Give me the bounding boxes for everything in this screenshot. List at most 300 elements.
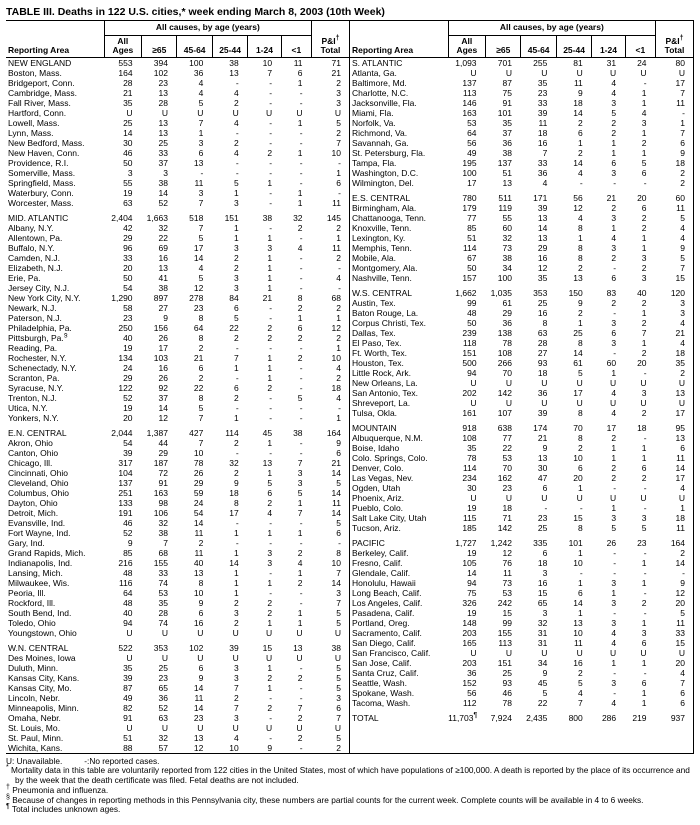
value-cell: -: [643, 667, 647, 678]
value-cell: 6: [641, 202, 647, 213]
value-cell: 1: [297, 197, 303, 208]
value-cell: 174: [533, 422, 548, 433]
value-cell: 61: [573, 357, 583, 368]
reporting-area-cell: Memphis, Tenn.: [352, 242, 412, 253]
value-cell: -: [299, 682, 303, 693]
value-cell: 36: [537, 387, 548, 398]
value-cell: 8: [578, 522, 583, 533]
value-cell: 4: [198, 262, 204, 273]
value-cell: -: [235, 127, 239, 138]
value-cell: 3: [611, 512, 617, 523]
reporting-area-cell: Portland, Oreg.: [352, 617, 410, 628]
value-cell: 1: [641, 307, 647, 318]
value-cell: 46: [123, 147, 133, 158]
value-cell: 29: [158, 447, 168, 458]
city-row: [350, 118, 693, 128]
reporting-area-cell: San Antonio, Tex.: [352, 387, 419, 398]
value-cell: -: [269, 692, 273, 703]
value-cell: U: [296, 107, 303, 118]
value-cell: 91: [158, 477, 168, 488]
value-cell: 3: [611, 617, 617, 628]
value-cell: 50: [123, 272, 133, 283]
value-cell: -: [299, 537, 303, 548]
value-cell: 2: [267, 497, 273, 508]
value-cell: 6: [198, 362, 204, 373]
value-cell: 13: [502, 177, 512, 188]
city-row: [6, 608, 349, 618]
value-cell: 171: [533, 192, 548, 203]
value-cell: 8: [578, 252, 583, 263]
value-cell: 3: [641, 117, 647, 128]
value-cell: 32: [229, 457, 239, 468]
value-cell: 9: [163, 312, 168, 323]
value-cell: 1: [611, 442, 617, 453]
value-cell: 142: [497, 387, 512, 398]
value-cell: U: [266, 627, 273, 638]
value-cell: 8: [578, 242, 583, 253]
value-cell: 70: [573, 422, 583, 433]
reporting-area-cell: New Bedford, Mass.: [8, 137, 85, 148]
value-cell: 115: [462, 512, 477, 523]
value-cell: 30: [467, 482, 477, 493]
value-cell: 15: [675, 272, 685, 283]
value-cell: 14: [675, 462, 685, 473]
value-cell: 3: [542, 567, 548, 578]
value-cell: 2: [234, 262, 239, 273]
value-cell: 1,387: [146, 427, 168, 438]
value-cell: 394: [153, 57, 168, 68]
city-row: [350, 328, 693, 338]
value-cell: 22: [537, 697, 548, 708]
reporting-area-cell: Salt Lake City, Utah: [352, 512, 427, 523]
region-total-row: [350, 418, 693, 433]
value-cell: 18: [573, 97, 583, 108]
value-cell: 13: [262, 457, 273, 468]
value-cell: 10: [331, 147, 341, 158]
value-cell: 103: [153, 352, 168, 363]
reporting-area-cell: Chattanooga, Tenn.: [352, 212, 427, 223]
value-cell: 1: [578, 137, 583, 148]
reporting-area-cell: Detroit, Mich.: [8, 507, 59, 518]
value-cell: 26: [193, 467, 204, 478]
value-cell: 1: [267, 467, 273, 478]
value-cell: 1: [234, 187, 239, 198]
value-cell: 16: [193, 617, 204, 628]
reporting-area-cell: Elizabeth, N.J.: [8, 262, 63, 273]
value-cell: 4: [611, 627, 617, 638]
value-cell: 164: [670, 537, 685, 548]
city-row: [350, 608, 693, 618]
value-cell: 49: [123, 692, 133, 703]
value-cell: 9: [198, 597, 204, 608]
value-cell: 918: [462, 422, 477, 433]
city-row: [6, 673, 349, 683]
value-cell: 4: [680, 337, 685, 348]
value-cell: 2: [234, 467, 239, 478]
reporting-area-cell: Evansville, Ind.: [8, 517, 66, 528]
value-cell: -: [682, 567, 685, 578]
city-row: [6, 458, 349, 468]
value-cell: 12: [158, 412, 168, 423]
value-cell: -: [299, 402, 303, 413]
value-cell: 2: [578, 667, 583, 678]
value-cell: 1: [267, 437, 273, 448]
value-cell: 63: [123, 197, 133, 208]
value-cell: 17: [606, 422, 617, 433]
reporting-area-cell: Colo. Springs, Colo.: [352, 452, 428, 463]
city-row: [6, 693, 349, 703]
city-row: [350, 378, 693, 388]
value-cell: 11: [194, 692, 204, 703]
reporting-area-cell: Fresno, Calif.: [352, 557, 403, 568]
value-cell: 4: [680, 222, 685, 233]
value-cell: -: [338, 402, 341, 413]
value-cell: 34: [537, 657, 548, 668]
value-cell: 5: [336, 662, 341, 673]
value-cell: 3: [297, 477, 303, 488]
value-cell: 6: [680, 137, 685, 148]
value-cell: U: [505, 492, 512, 503]
value-cell: 1,290: [111, 292, 133, 303]
reporting-area-cell: Sacramento, Calif.: [352, 627, 422, 638]
value-cell: -: [269, 87, 273, 98]
value-cell: 202: [462, 387, 477, 398]
value-cell: -: [299, 167, 303, 178]
value-cell: 41: [158, 272, 168, 283]
value-cell: 1: [297, 147, 303, 158]
value-cell: 1: [267, 177, 273, 188]
value-cell: 48: [123, 567, 133, 578]
value-cell: 1: [641, 337, 647, 348]
city-row: [6, 383, 349, 393]
value-cell: 38: [229, 57, 239, 68]
value-cell: U: [678, 492, 685, 503]
value-cell: 78: [502, 337, 512, 348]
value-cell: 266: [497, 357, 512, 368]
city-row: [6, 438, 349, 448]
reporting-area-cell: Shreveport, La.: [352, 397, 411, 408]
value-cell: 11: [676, 97, 685, 108]
value-cell: -: [269, 447, 273, 458]
value-cell: 1: [641, 557, 647, 568]
value-cell: -: [299, 382, 303, 393]
value-cell: 14: [229, 557, 239, 568]
value-cell: 1: [641, 657, 647, 668]
value-cell: 937: [670, 712, 685, 723]
value-cell: 1: [578, 482, 583, 493]
value-cell: 2: [680, 177, 685, 188]
value-cell: 2: [297, 732, 303, 743]
value-cell: 11: [332, 242, 341, 253]
value-cell: 7: [198, 412, 204, 423]
city-row: [350, 318, 693, 328]
region-total-row: [350, 188, 693, 203]
city-row: [350, 308, 693, 318]
value-cell: 119: [498, 202, 512, 213]
value-cell: 701: [497, 57, 512, 68]
city-row: [350, 668, 693, 678]
value-cell: 13: [537, 452, 548, 463]
value-cell: 353: [153, 642, 168, 653]
value-cell: 21: [537, 432, 548, 443]
column-header-1-24: 1-24: [248, 35, 281, 57]
city-row: [6, 588, 349, 598]
value-cell: 6: [234, 382, 239, 393]
value-cell: 13: [158, 117, 168, 128]
value-cell: 8: [578, 337, 583, 348]
value-cell: -: [682, 107, 685, 118]
value-cell: 7: [234, 702, 239, 713]
value-cell: 2,404: [111, 212, 133, 223]
value-cell: 5: [578, 367, 583, 378]
value-cell: 4: [336, 362, 341, 373]
value-cell: 163: [153, 487, 168, 498]
value-cell: 18: [675, 512, 685, 523]
region-total-row: [350, 708, 693, 723]
value-cell: 85: [467, 222, 477, 233]
value-cell: 99: [467, 297, 477, 308]
value-cell: -: [299, 517, 303, 528]
value-cell: 1: [267, 662, 273, 673]
reporting-area-cell: San Diego, Calif.: [352, 637, 416, 648]
value-cell: 10: [573, 557, 583, 568]
value-cell: U: [541, 377, 548, 388]
value-cell: 104: [118, 467, 133, 478]
value-cell: -: [235, 402, 239, 413]
reporting-area-cell: Chicago, Ill.: [8, 457, 53, 468]
value-cell: 2: [641, 297, 647, 308]
value-cell: 45: [537, 677, 548, 688]
value-cell: -: [299, 272, 303, 283]
value-cell: -: [269, 312, 273, 323]
value-cell: 4: [641, 107, 647, 118]
value-cell: -: [269, 732, 273, 743]
reporting-area-cell: Montgomery, Ala.: [352, 262, 418, 273]
value-cell: 3: [267, 557, 273, 568]
reporting-area-cell: St. Petersburg, Fla.: [352, 147, 426, 158]
value-cell: -: [544, 502, 548, 513]
value-cell: 39: [123, 447, 133, 458]
value-cell: 3: [611, 597, 617, 608]
value-cell: 2: [336, 372, 341, 383]
value-cell: 3: [234, 712, 239, 723]
value-cell: 60: [606, 357, 617, 368]
value-cell: 85: [123, 547, 133, 558]
value-cell: 31: [537, 627, 548, 638]
value-cell: 13: [537, 232, 548, 243]
value-cell: 10: [573, 627, 583, 638]
value-cell: 4: [680, 317, 685, 328]
value-cell: 13: [293, 642, 303, 653]
value-cell: 27: [537, 347, 548, 358]
value-cell: 1: [297, 607, 303, 618]
value-cell: 5: [542, 687, 548, 698]
value-cell: 54: [193, 507, 204, 518]
reporting-area-cell: Cambridge, Mass.: [8, 87, 77, 98]
value-cell: 99: [502, 617, 512, 628]
value-cell: 239: [462, 327, 477, 338]
value-cell: 35: [537, 272, 548, 283]
value-cell: 3: [234, 272, 239, 283]
value-cell: 12: [193, 742, 204, 753]
city-row: [350, 168, 693, 178]
value-cell: 138: [497, 327, 512, 338]
value-cell: 8: [542, 317, 548, 328]
value-cell: 6: [336, 527, 341, 538]
value-cell: 17: [675, 407, 685, 418]
city-row: [350, 348, 693, 358]
value-cell: 152: [462, 677, 477, 688]
value-cell: 36: [193, 67, 204, 78]
value-cell: U: [576, 67, 583, 78]
value-cell: 3: [336, 87, 341, 98]
reporting-area-cell: E.N. CENTRAL: [8, 427, 67, 438]
city-row: [6, 628, 349, 638]
city-row: [6, 528, 349, 538]
value-cell: 35: [123, 97, 133, 108]
value-cell: 6: [680, 687, 685, 698]
value-cell: 4: [198, 77, 204, 88]
value-cell: 4: [297, 242, 303, 253]
value-cell: 1: [641, 442, 647, 453]
reporting-area-cell: Jersey City, N.J.: [8, 282, 70, 293]
value-cell: 156: [153, 322, 168, 333]
value-cell: 146: [462, 97, 477, 108]
value-cell: 38: [331, 642, 341, 653]
value-cell: 93: [537, 357, 548, 368]
value-cell: 68: [158, 547, 168, 558]
value-cell: 1: [267, 282, 273, 293]
city-row: [350, 503, 693, 513]
value-cell: 4: [234, 87, 239, 98]
value-cell: 2,044: [111, 427, 133, 438]
value-cell: 96: [123, 242, 133, 253]
city-row: [6, 243, 349, 253]
value-cell: 9: [127, 537, 133, 548]
reporting-area-cell: Fort Wayne, Ind.: [8, 527, 71, 538]
value-cell: 4: [234, 147, 239, 158]
value-cell: 3: [542, 607, 548, 618]
value-cell: -: [299, 587, 303, 598]
value-cell: 76: [502, 557, 512, 568]
value-cell: 6: [336, 702, 341, 713]
value-cell: 1: [641, 697, 647, 708]
value-cell: 51: [502, 167, 512, 178]
value-cell: 32: [502, 232, 512, 243]
value-cell: 21: [262, 292, 273, 303]
value-cell: 16: [537, 577, 548, 588]
value-cell: -: [338, 157, 341, 168]
reporting-area-cell: Richmond, Va.: [352, 127, 408, 138]
value-cell: -: [299, 342, 303, 353]
city-row: [350, 263, 693, 273]
value-cell: 6: [641, 462, 647, 473]
value-cell: 5: [336, 517, 341, 528]
value-cell: 22: [158, 232, 168, 243]
value-cell: 100: [462, 167, 477, 178]
value-cell: 54: [123, 282, 133, 293]
right-table-header: [350, 21, 693, 57]
city-row: [6, 323, 349, 333]
value-cell: 26: [158, 372, 168, 383]
value-cell: 11: [676, 522, 685, 533]
value-cell: 2,435: [526, 712, 548, 723]
value-cell: U: [640, 492, 647, 503]
value-cell: 63: [537, 327, 548, 338]
value-cell: 4: [680, 482, 685, 493]
column-header-all-ages: All Ages: [104, 35, 141, 57]
value-cell: -: [299, 177, 303, 188]
value-cell: 36: [502, 137, 512, 148]
value-cell: 92: [158, 382, 168, 393]
value-cell: 14: [467, 567, 477, 578]
value-cell: 5: [336, 732, 341, 743]
value-cell: 13: [158, 87, 168, 98]
value-cell: 179: [462, 202, 477, 213]
value-cell: 6: [578, 127, 583, 138]
value-cell: 63: [158, 712, 168, 723]
value-cell: -: [235, 167, 239, 178]
value-cell: U: [296, 722, 303, 733]
value-cell: 14: [537, 222, 548, 233]
value-cell: 2: [297, 712, 303, 723]
value-cell: 14: [675, 557, 685, 568]
value-cell: 32: [293, 212, 303, 223]
value-cell: 4: [578, 212, 583, 223]
reporting-area-cell: Indianapolis, Ind.: [8, 557, 73, 568]
reporting-area-cell: Scranton, Pa.: [8, 372, 60, 383]
value-cell: 22: [193, 382, 204, 393]
value-cell: 11: [503, 567, 512, 578]
reporting-area-cell: San Jose, Calif.: [352, 657, 412, 668]
value-cell: 151: [497, 657, 512, 668]
value-cell: 1: [297, 77, 303, 88]
value-cell: U: [334, 627, 341, 638]
value-cell: 1: [641, 127, 647, 138]
value-cell: 12: [573, 202, 583, 213]
reporting-area-cell: Baltimore, Md.: [352, 77, 407, 88]
city-row: [350, 678, 693, 688]
value-cell: -: [299, 127, 303, 138]
value-cell: 1: [641, 147, 647, 158]
value-cell: 37: [158, 392, 168, 403]
city-row: [350, 78, 693, 88]
value-cell: 2: [641, 222, 647, 233]
value-cell: 2: [267, 607, 273, 618]
value-cell: U: [296, 652, 303, 663]
value-cell: 29: [123, 372, 133, 383]
footnote: * Mortality data in this table are voluntarily reported from 122 cities in the United States, most of which have populations of ≥100,000. A death is reported by the place of its occurrence and by the week that the death certificate was filed. Fetal deaths are not included.: [6, 764, 690, 786]
table-left-half: [6, 21, 350, 753]
reporting-area-cell: Albuquerque, N.M.: [352, 432, 423, 443]
value-cell: 3: [163, 167, 168, 178]
value-cell: 18: [537, 367, 548, 378]
reporting-area-cell: Kansas City, Mo.: [8, 682, 72, 693]
value-cell: 6: [578, 462, 583, 473]
value-cell: 32: [158, 517, 168, 528]
value-cell: 134: [118, 352, 133, 363]
city-row: [6, 578, 349, 588]
city-row: [350, 523, 693, 533]
value-cell: 800: [568, 712, 583, 723]
city-row: [350, 178, 693, 188]
reporting-area-cell: Nashville, Tenn.: [352, 272, 412, 283]
value-cell: 57: [158, 742, 168, 753]
value-cell: 1: [336, 167, 341, 178]
value-cell: 7: [198, 197, 204, 208]
reporting-area-cell: Corpus Christi, Tex.: [352, 317, 427, 328]
value-cell: 6: [198, 147, 204, 158]
